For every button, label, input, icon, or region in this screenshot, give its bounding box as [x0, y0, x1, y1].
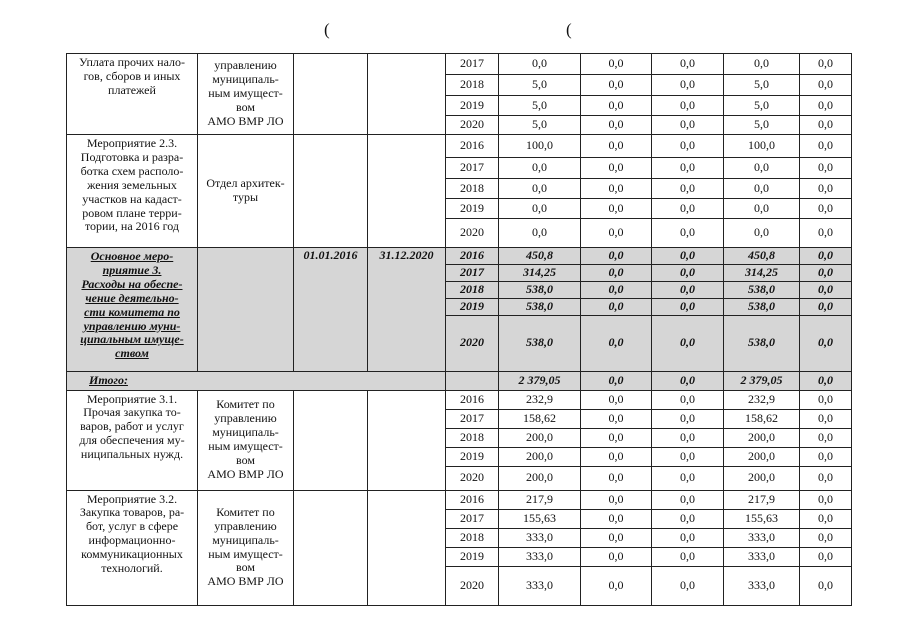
value-other: 0,0: [800, 390, 852, 409]
value-total: 538,0: [499, 298, 581, 315]
table-row: [67, 135, 852, 158]
value-mun: 538,0: [724, 315, 800, 371]
responsible-executor: управлению муниципаль- ным имущест- вом АМО ВМР ЛО: [198, 54, 294, 135]
responsible-executor: [198, 248, 294, 372]
page-header-paren-left: (: [324, 20, 330, 39]
value-other: 0,0: [800, 528, 852, 547]
value-fed: 0,0: [581, 116, 652, 135]
year-cell: 2016: [446, 248, 499, 265]
value-reg: 0,0: [652, 528, 724, 547]
year-cell: 2017: [446, 409, 499, 428]
year-cell: [446, 371, 499, 390]
responsible-executor: Комитет по управлению муниципаль- ным имущест- вом АМО ВМР ЛО: [198, 390, 294, 490]
value-fed: 0,0: [581, 158, 652, 179]
value-total: 200,0: [499, 466, 581, 490]
value-other: 0,0: [800, 298, 852, 315]
value-other: 0,0: [800, 75, 852, 96]
value-reg: 0,0: [652, 298, 724, 315]
value-total: 5,0: [499, 116, 581, 135]
value-fed: 0,0: [581, 566, 652, 605]
value-other: 0,0: [800, 490, 852, 509]
year-cell: 2016: [446, 390, 499, 409]
value-fed: 0,0: [581, 264, 652, 281]
value-other: 0,0: [800, 264, 852, 281]
value-mun: 0,0: [724, 179, 800, 199]
value-fed: 0,0: [581, 96, 652, 116]
value-fed: 0,0: [581, 298, 652, 315]
end-date: [368, 490, 446, 605]
value-reg: 0,0: [652, 371, 724, 390]
table-row: [67, 54, 852, 75]
year-cell: 2019: [446, 547, 499, 566]
value-mun: 333,0: [724, 528, 800, 547]
value-fed: 0,0: [581, 75, 652, 96]
end-date: [368, 135, 446, 248]
value-fed: 0,0: [581, 199, 652, 219]
value-reg: 0,0: [652, 409, 724, 428]
measure-description: Основное меро- приятие 3. Расходы на обеспе- чение деятельно- сти комитета по управлению муни- ципальным имуще- ством: [67, 248, 198, 372]
page-header-paren-right: (: [566, 20, 572, 39]
year-cell: 2020: [446, 315, 499, 371]
value-reg: 0,0: [652, 547, 724, 566]
value-reg: 0,0: [652, 96, 724, 116]
value-fed: 0,0: [581, 179, 652, 199]
value-total: 450,8: [499, 248, 581, 265]
value-reg: 0,0: [652, 75, 724, 96]
value-total: 333,0: [499, 528, 581, 547]
value-total: 155,63: [499, 509, 581, 528]
year-cell: 2018: [446, 281, 499, 298]
value-other: 0,0: [800, 547, 852, 566]
value-total: 2 379,05: [499, 371, 581, 390]
value-fed: 0,0: [581, 547, 652, 566]
year-cell: 2018: [446, 75, 499, 96]
year-cell: 2020: [446, 466, 499, 490]
table-row: [67, 248, 852, 265]
value-reg: 0,0: [652, 264, 724, 281]
value-fed: 0,0: [581, 409, 652, 428]
value-mun: 2 379,05: [724, 371, 800, 390]
year-cell: 2017: [446, 509, 499, 528]
value-other: 0,0: [800, 135, 852, 158]
value-other: 0,0: [800, 409, 852, 428]
value-mun: 333,0: [724, 566, 800, 605]
value-reg: 0,0: [652, 135, 724, 158]
table-row: [67, 490, 852, 509]
value-mun: 200,0: [724, 428, 800, 447]
value-fed: 0,0: [581, 281, 652, 298]
year-cell: 2017: [446, 54, 499, 75]
measure-description: Мероприятие 3.1. Прочая закупка то- варов, работ и услуг для обеспечения му- ниципальных нужд.: [67, 390, 198, 490]
value-total: 100,0: [499, 135, 581, 158]
value-mun: 158,62: [724, 409, 800, 428]
value-mun: 0,0: [724, 158, 800, 179]
year-cell: 2017: [446, 158, 499, 179]
start-date: 01.01.2016: [294, 248, 368, 372]
value-other: 0,0: [800, 199, 852, 219]
year-cell: 2020: [446, 219, 499, 248]
value-other: 0,0: [800, 116, 852, 135]
value-total: 0,0: [499, 54, 581, 75]
year-cell: 2019: [446, 96, 499, 116]
value-fed: 0,0: [581, 248, 652, 265]
year-cell: 2019: [446, 199, 499, 219]
start-date: [294, 490, 368, 605]
value-mun: 538,0: [724, 281, 800, 298]
value-total: 5,0: [499, 96, 581, 116]
year-cell: 2020: [446, 566, 499, 605]
value-mun: 5,0: [724, 75, 800, 96]
table-row: [67, 390, 852, 409]
value-other: 0,0: [800, 219, 852, 248]
value-total: 200,0: [499, 428, 581, 447]
value-reg: 0,0: [652, 179, 724, 199]
value-other: 0,0: [800, 315, 852, 371]
year-cell: 2019: [446, 447, 499, 466]
value-fed: 0,0: [581, 466, 652, 490]
value-total: 5,0: [499, 75, 581, 96]
value-reg: 0,0: [652, 248, 724, 265]
year-cell: 2018: [446, 179, 499, 199]
value-other: 0,0: [800, 54, 852, 75]
value-fed: 0,0: [581, 219, 652, 248]
value-total: 0,0: [499, 179, 581, 199]
value-mun: 0,0: [724, 199, 800, 219]
value-reg: 0,0: [652, 447, 724, 466]
value-mun: 155,63: [724, 509, 800, 528]
value-fed: 0,0: [581, 509, 652, 528]
year-cell: 2019: [446, 298, 499, 315]
measure-description: Мероприятие 2.3. Подготовка и разра- ботка схем располо- жения земельных участков на кадаст- ровом плане терри- тории, на 2016 год: [67, 135, 198, 248]
value-total: 0,0: [499, 219, 581, 248]
value-reg: 0,0: [652, 566, 724, 605]
responsible-executor: Комитет по управлению муниципаль- ным имущест- вом АМО ВМР ЛО: [198, 490, 294, 605]
value-fed: 0,0: [581, 371, 652, 390]
value-mun: 5,0: [724, 96, 800, 116]
value-mun: 538,0: [724, 298, 800, 315]
value-fed: 0,0: [581, 315, 652, 371]
value-mun: 200,0: [724, 466, 800, 490]
value-reg: 0,0: [652, 281, 724, 298]
value-total: 232,9: [499, 390, 581, 409]
value-other: 0,0: [800, 466, 852, 490]
value-total: 314,25: [499, 264, 581, 281]
value-reg: 0,0: [652, 466, 724, 490]
value-other: 0,0: [800, 447, 852, 466]
value-reg: 0,0: [652, 390, 724, 409]
itogo-label: Итого:: [67, 371, 446, 390]
value-fed: 0,0: [581, 390, 652, 409]
value-total: 538,0: [499, 315, 581, 371]
value-other: 0,0: [800, 96, 852, 116]
value-reg: 0,0: [652, 116, 724, 135]
value-other: 0,0: [800, 566, 852, 605]
value-mun: 200,0: [724, 447, 800, 466]
value-total: 0,0: [499, 158, 581, 179]
value-other: 0,0: [800, 281, 852, 298]
year-cell: 2017: [446, 264, 499, 281]
value-total: 158,62: [499, 409, 581, 428]
end-date: 31.12.2020: [368, 248, 446, 372]
value-reg: 0,0: [652, 509, 724, 528]
value-mun: 450,8: [724, 248, 800, 265]
year-cell: 2016: [446, 135, 499, 158]
value-reg: 0,0: [652, 158, 724, 179]
value-fed: 0,0: [581, 528, 652, 547]
measure-description: Мероприятие 3.2. Закупка товаров, ра- бот, услуг в сфере информационно- коммуникационных технологий.: [67, 490, 198, 605]
value-total: 0,0: [499, 199, 581, 219]
value-reg: 0,0: [652, 219, 724, 248]
value-fed: 0,0: [581, 447, 652, 466]
start-date: [294, 54, 368, 135]
program-budget-table: [66, 53, 852, 606]
year-cell: 2020: [446, 116, 499, 135]
value-reg: 0,0: [652, 315, 724, 371]
year-cell: 2016: [446, 490, 499, 509]
value-fed: 0,0: [581, 54, 652, 75]
value-total: 217,9: [499, 490, 581, 509]
value-reg: 0,0: [652, 490, 724, 509]
value-mun: 217,9: [724, 490, 800, 509]
value-other: 0,0: [800, 158, 852, 179]
value-fed: 0,0: [581, 135, 652, 158]
year-cell: 2018: [446, 428, 499, 447]
end-date: [368, 390, 446, 490]
value-total: 333,0: [499, 547, 581, 566]
value-mun: 100,0: [724, 135, 800, 158]
value-mun: 0,0: [724, 219, 800, 248]
value-mun: 232,9: [724, 390, 800, 409]
value-other: 0,0: [800, 371, 852, 390]
value-reg: 0,0: [652, 199, 724, 219]
end-date: [368, 54, 446, 135]
table-body: [67, 54, 852, 606]
value-other: 0,0: [800, 248, 852, 265]
start-date: [294, 390, 368, 490]
value-fed: 0,0: [581, 490, 652, 509]
value-total: 200,0: [499, 447, 581, 466]
value-mun: 314,25: [724, 264, 800, 281]
start-date: [294, 135, 368, 248]
value-total: 538,0: [499, 281, 581, 298]
value-mun: 0,0: [724, 54, 800, 75]
value-other: 0,0: [800, 179, 852, 199]
table-row: [67, 371, 852, 390]
measure-description: Уплата прочих нало- гов, сборов и иных платежей: [67, 54, 198, 135]
value-reg: 0,0: [652, 54, 724, 75]
value-total: 333,0: [499, 566, 581, 605]
value-fed: 0,0: [581, 428, 652, 447]
responsible-executor: Отдел архитек- туры: [198, 135, 294, 248]
value-reg: 0,0: [652, 428, 724, 447]
value-other: 0,0: [800, 509, 852, 528]
value-mun: 5,0: [724, 116, 800, 135]
value-other: 0,0: [800, 428, 852, 447]
year-cell: 2018: [446, 528, 499, 547]
value-mun: 333,0: [724, 547, 800, 566]
